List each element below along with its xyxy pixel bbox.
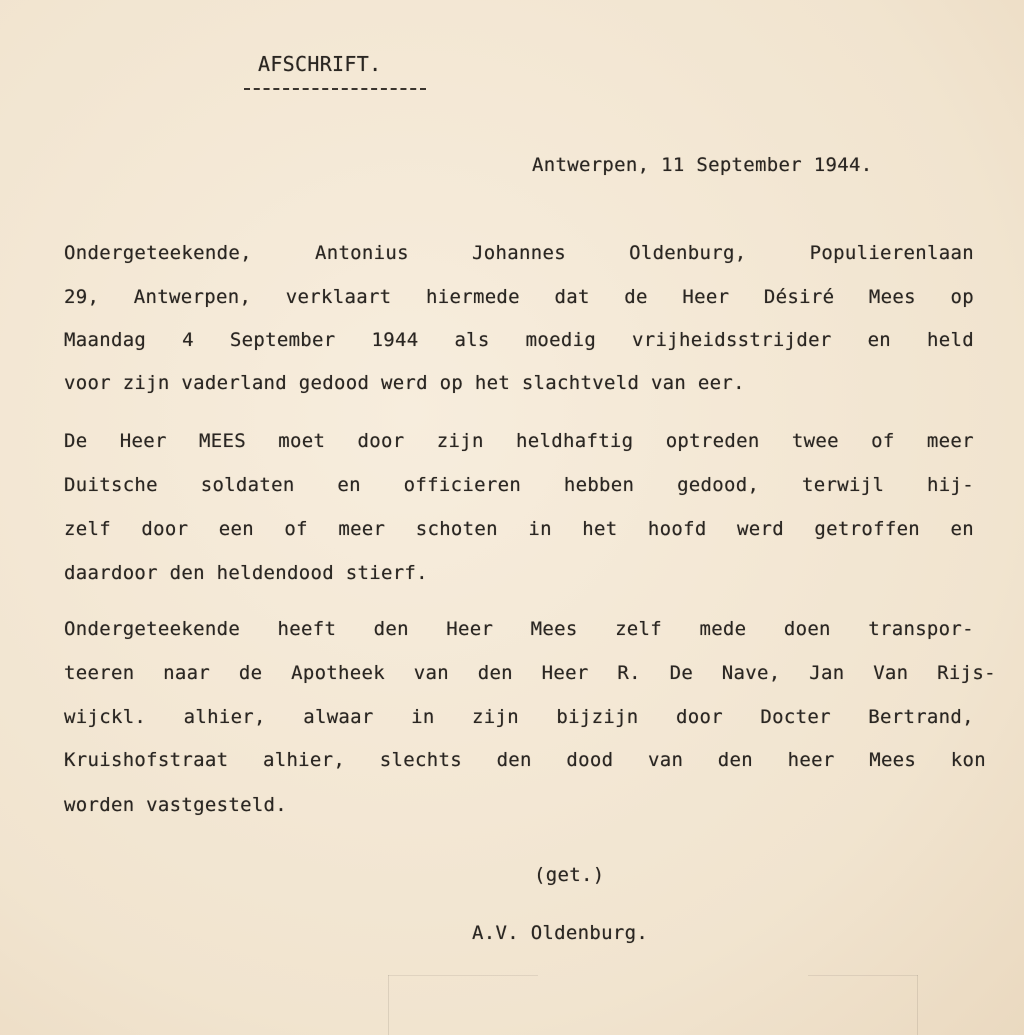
- word: den: [717, 749, 754, 771]
- paragraph-line: [64, 662, 996, 684]
- word: Van: [873, 662, 909, 684]
- signoff: (get.): [534, 864, 605, 886]
- word: een: [218, 518, 254, 540]
- word: Antonius: [314, 242, 409, 264]
- word: Duitsche: [64, 474, 158, 496]
- word: Heer: [119, 430, 167, 452]
- word: mede: [699, 618, 747, 640]
- word: of: [284, 518, 308, 540]
- word: op: [950, 286, 974, 308]
- word: optreden: [665, 430, 760, 452]
- paper-mark: [388, 975, 538, 976]
- word: September: [229, 329, 336, 351]
- word: Ondergeteekende,: [64, 242, 252, 264]
- word: doen: [783, 618, 831, 640]
- word: Rijs-: [937, 662, 996, 684]
- word: Mees: [868, 286, 916, 308]
- word: Apotheek: [291, 662, 386, 684]
- word: verklaart: [285, 286, 392, 308]
- word: en: [337, 474, 361, 496]
- word: door: [675, 706, 723, 728]
- paragraph-line: [64, 329, 974, 351]
- word: Jan: [809, 662, 845, 684]
- word: Johannes: [472, 242, 566, 264]
- word: werd: [737, 518, 784, 540]
- word: Populierenlaan: [809, 242, 974, 264]
- word: hoofd: [647, 518, 707, 540]
- word: dood: [566, 749, 614, 771]
- word: hij-: [927, 474, 974, 496]
- paragraph-line: [64, 706, 974, 728]
- word: 29,: [64, 286, 100, 308]
- word: 1944: [371, 329, 419, 351]
- word: het: [582, 518, 618, 540]
- word: zijn: [471, 706, 519, 728]
- word: Bertrand,: [868, 706, 974, 728]
- word: hebben: [563, 474, 635, 496]
- word: schoten: [415, 518, 498, 540]
- word: heeft: [277, 618, 337, 640]
- word: Antwerpen,: [133, 286, 252, 308]
- word: hiermede: [426, 286, 520, 308]
- word: Docter: [760, 706, 831, 728]
- heading-underline: [244, 88, 426, 90]
- word: dat: [554, 286, 590, 308]
- word: den: [373, 618, 409, 640]
- word: door: [357, 430, 405, 452]
- word: Maandag: [64, 329, 147, 351]
- word: en: [867, 329, 892, 351]
- paragraph-line: worden vastgesteld.: [64, 794, 288, 816]
- paragraph-line: daardoor den heldendood stierf.: [64, 562, 428, 584]
- word: zijn: [436, 430, 484, 452]
- word: meer: [338, 518, 386, 540]
- paragraph-line: [64, 242, 974, 264]
- word: en: [950, 518, 974, 540]
- word: Nave,: [721, 662, 781, 684]
- word: Heer: [446, 618, 494, 640]
- word: de: [238, 662, 263, 684]
- word: de: [624, 286, 648, 308]
- word: getroffen: [814, 518, 921, 540]
- word: gedood,: [677, 474, 760, 496]
- word: De: [669, 662, 694, 684]
- word: in: [411, 706, 435, 728]
- word: teeren: [64, 662, 135, 684]
- word: zelf: [64, 518, 111, 540]
- paragraph-line: voor zijn vaderland gedood werd op het slachtveld van eer.: [64, 372, 745, 394]
- paragraph-line: [64, 618, 974, 640]
- word: alhier,: [183, 706, 266, 728]
- signature-name: A.V. Oldenburg.: [472, 922, 649, 944]
- paragraph-line: [64, 286, 974, 308]
- word: den: [496, 749, 532, 771]
- word: officieren: [403, 474, 522, 496]
- word: meer: [926, 430, 974, 452]
- word: of: [871, 430, 895, 452]
- word: vrijheidsstrijder: [632, 329, 832, 351]
- word: MEES: [199, 430, 246, 452]
- word: heer: [787, 749, 835, 771]
- word: terwijl: [802, 474, 885, 496]
- word: De: [64, 430, 88, 452]
- paragraph-line: [64, 474, 974, 496]
- word: Ondergeteekende: [64, 618, 241, 640]
- word: Heer: [682, 286, 730, 308]
- word: van: [647, 749, 684, 771]
- document-heading: AFSCHRIFT.: [258, 52, 382, 76]
- word: alwaar: [303, 706, 374, 728]
- paper-mark: [388, 975, 389, 1035]
- word: kon: [950, 749, 986, 771]
- word: door: [141, 518, 189, 540]
- word: soldaten: [200, 474, 295, 496]
- word: in: [528, 518, 552, 540]
- paragraph-line: [64, 749, 986, 771]
- word: slechts: [379, 749, 462, 771]
- word: naar: [163, 662, 211, 684]
- paper-mark: [917, 975, 918, 1035]
- paper-mark: [808, 975, 918, 976]
- paragraph-line: [64, 430, 974, 452]
- paragraph-line: [64, 518, 974, 540]
- word: den: [477, 662, 513, 684]
- word: zelf: [615, 618, 663, 640]
- word: Mees: [530, 618, 578, 640]
- word: bijzijn: [556, 706, 639, 728]
- word: als: [454, 329, 490, 351]
- word: Mees: [869, 749, 917, 771]
- word: twee: [791, 430, 839, 452]
- word: moedig: [525, 329, 597, 351]
- word: wijckl.: [64, 706, 147, 728]
- word: alhier,: [262, 749, 346, 771]
- dateline: Antwerpen, 11 September 1944.: [532, 154, 873, 176]
- word: held: [927, 329, 974, 351]
- word: 4: [182, 329, 194, 351]
- word: Oldenburg,: [629, 242, 747, 264]
- word: transpor-: [868, 618, 974, 640]
- word: Désiré: [763, 286, 835, 308]
- word: Kruishofstraat: [64, 749, 229, 771]
- word: moet: [278, 430, 326, 452]
- word: van: [413, 662, 449, 684]
- word: Heer: [541, 662, 589, 684]
- word: R.: [617, 662, 641, 684]
- word: heldhaftig: [516, 430, 634, 452]
